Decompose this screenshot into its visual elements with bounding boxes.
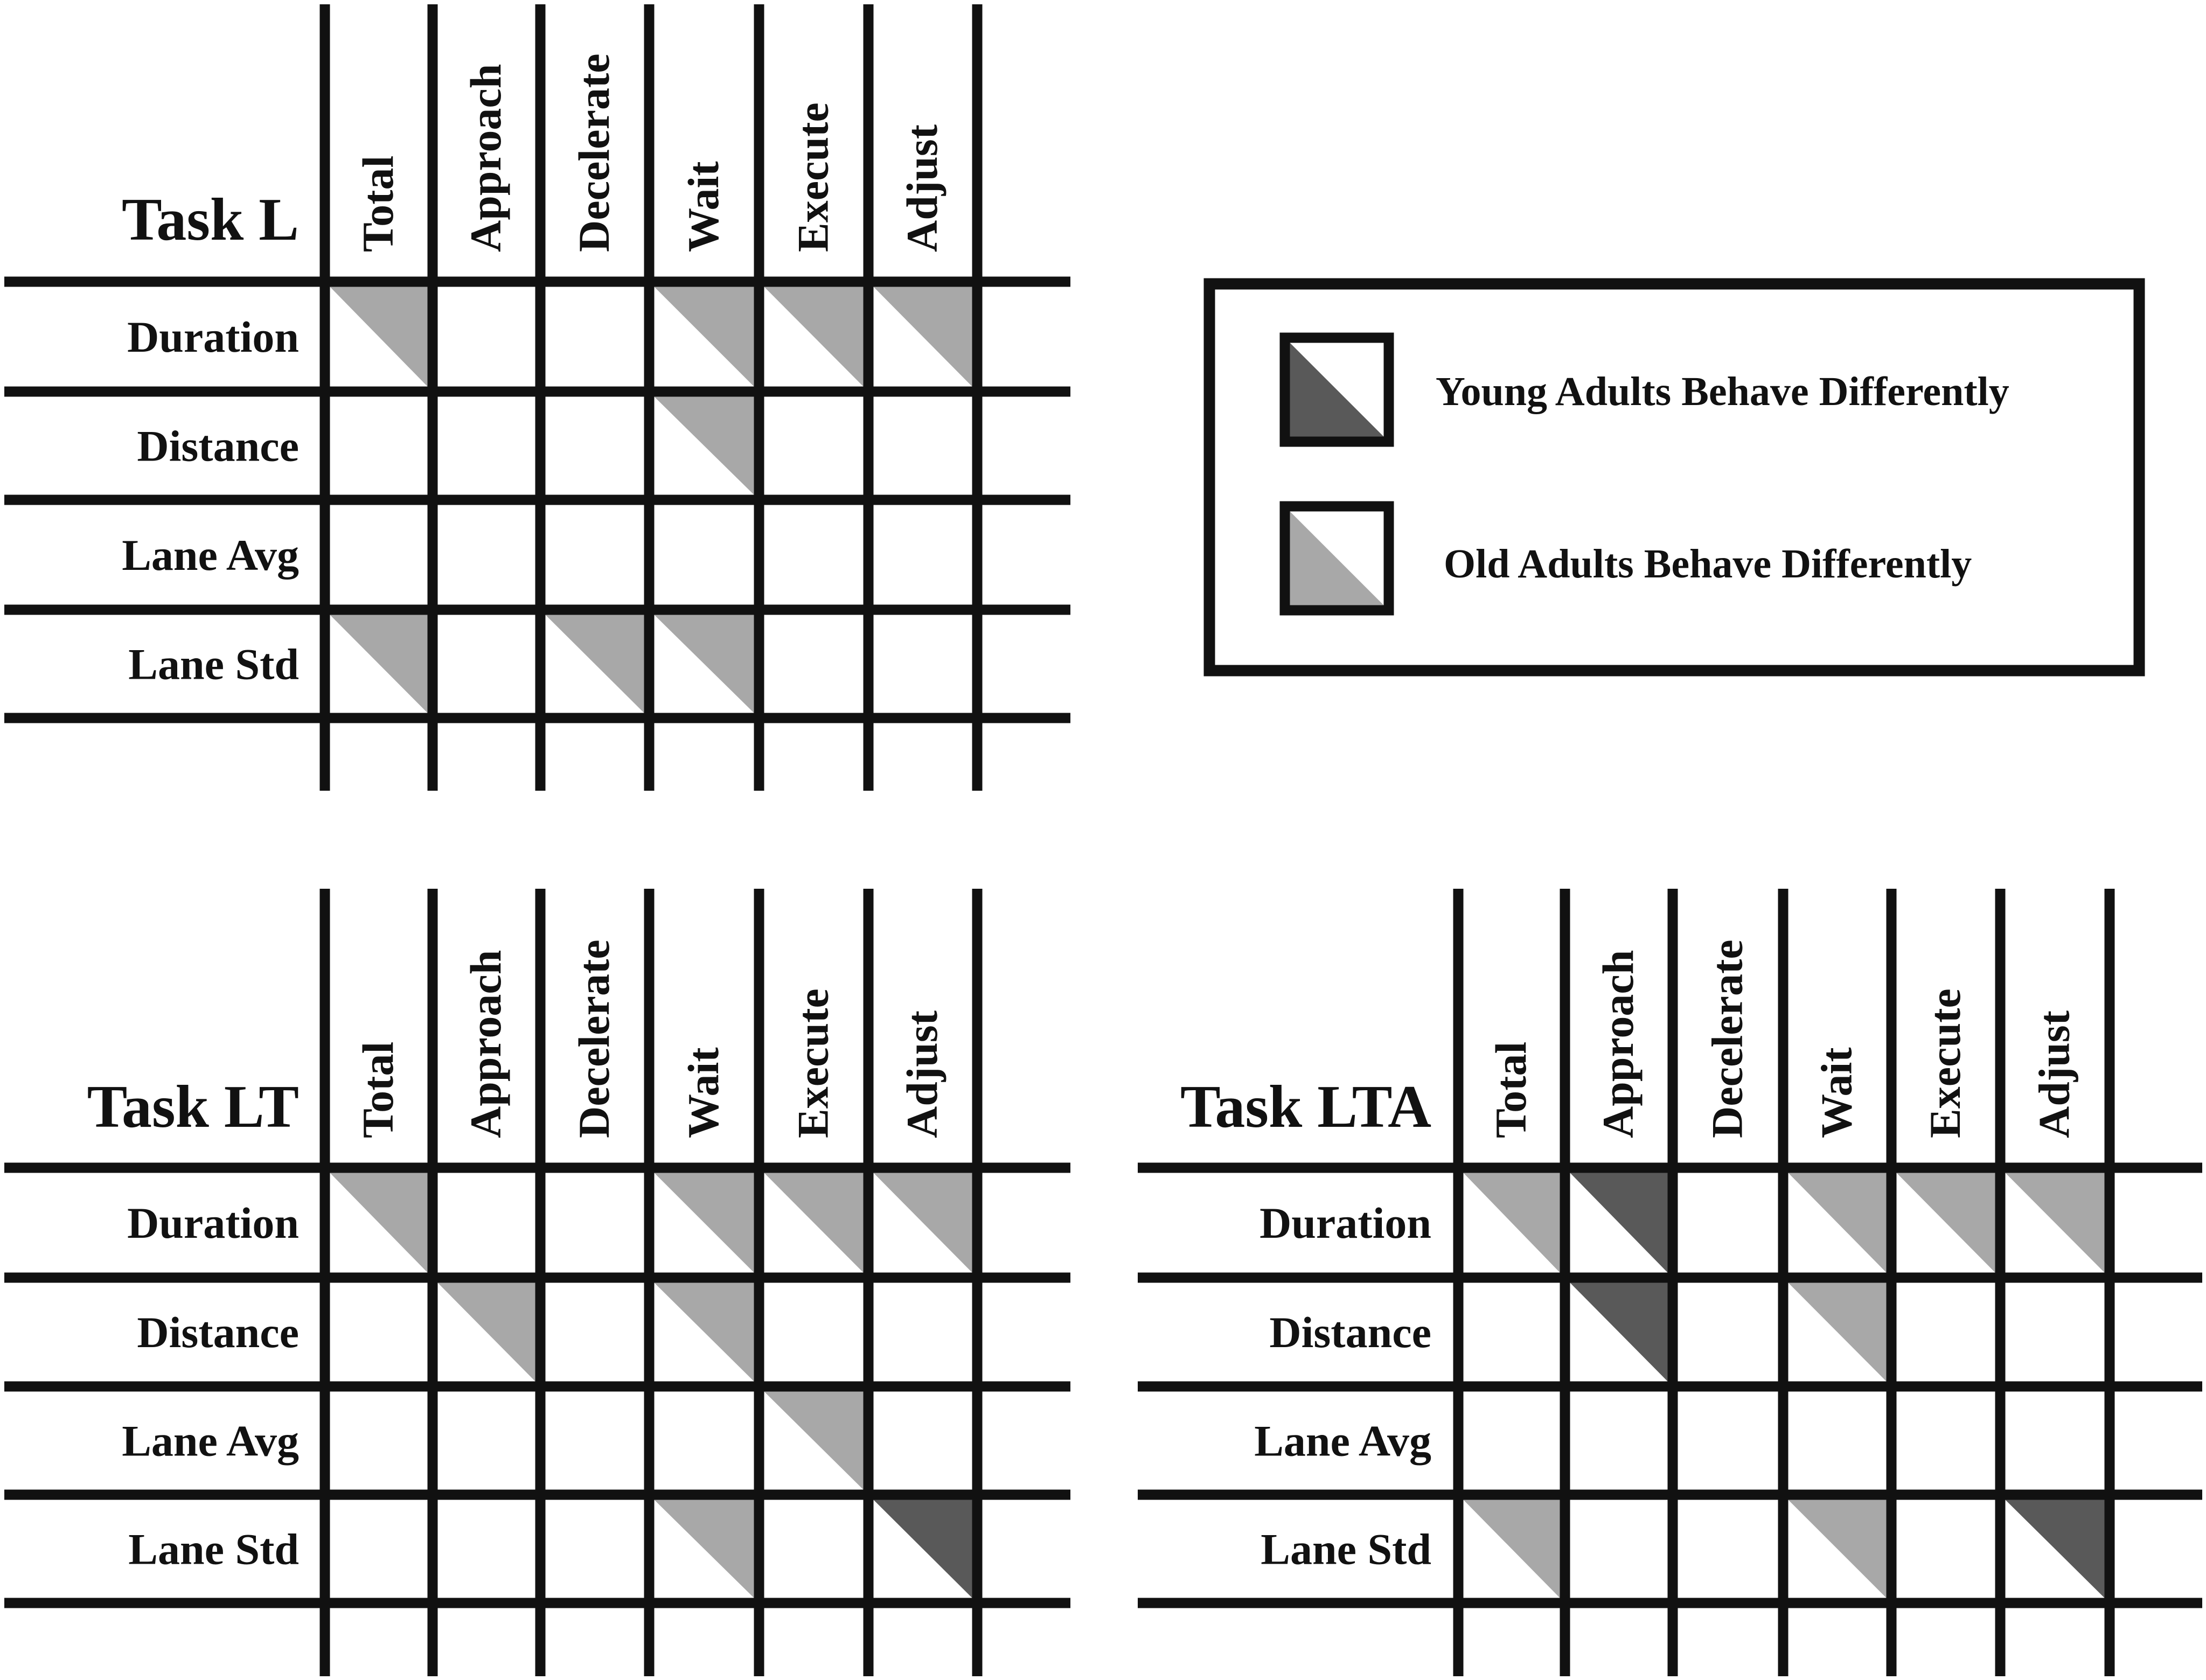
column-label: Decelerate: [569, 53, 618, 252]
column-label: Approach: [461, 950, 510, 1138]
column-label: Decelerate: [1702, 939, 1752, 1138]
row-label: Lane Std: [128, 1524, 299, 1574]
column-label: Execute: [1920, 988, 1970, 1138]
row-label: Lane Avg: [122, 531, 299, 580]
column-label: Approach: [1593, 950, 1643, 1138]
column-label: Approach: [461, 64, 510, 252]
column-label: Execute: [788, 102, 838, 252]
column-label: Execute: [788, 988, 838, 1138]
row-label: Lane Avg: [122, 1416, 299, 1466]
row-label: Duration: [127, 312, 299, 361]
column-label: Decelerate: [569, 939, 618, 1138]
panel-title: Task LTA: [1180, 1073, 1431, 1140]
column-label: Total: [353, 1041, 402, 1138]
row-label: Duration: [1259, 1198, 1431, 1247]
panel-title: Task L: [122, 186, 299, 253]
legend-label-old: Old Adults Behave Differently: [1444, 541, 1972, 587]
panel-title: Task LT: [87, 1073, 299, 1140]
column-label: Total: [353, 155, 402, 252]
legend-label-young: Young Adults Behave Differently: [1436, 369, 2009, 414]
column-label: Wait: [1812, 1047, 1861, 1138]
row-label: Duration: [127, 1198, 299, 1247]
column-label: Adjust: [897, 124, 947, 252]
row-label: Lane Avg: [1254, 1416, 1431, 1466]
row-label: Distance: [137, 1308, 299, 1357]
row-label: Lane Std: [128, 639, 299, 689]
row-label: Lane Std: [1261, 1524, 1431, 1574]
row-label: Distance: [137, 421, 299, 471]
column-label: Adjust: [897, 1010, 947, 1138]
column-label: Adjust: [2029, 1010, 2079, 1138]
column-label: Wait: [679, 161, 728, 252]
column-label: Wait: [679, 1047, 728, 1138]
column-label: Total: [1486, 1041, 1535, 1138]
row-label: Distance: [1269, 1308, 1431, 1357]
